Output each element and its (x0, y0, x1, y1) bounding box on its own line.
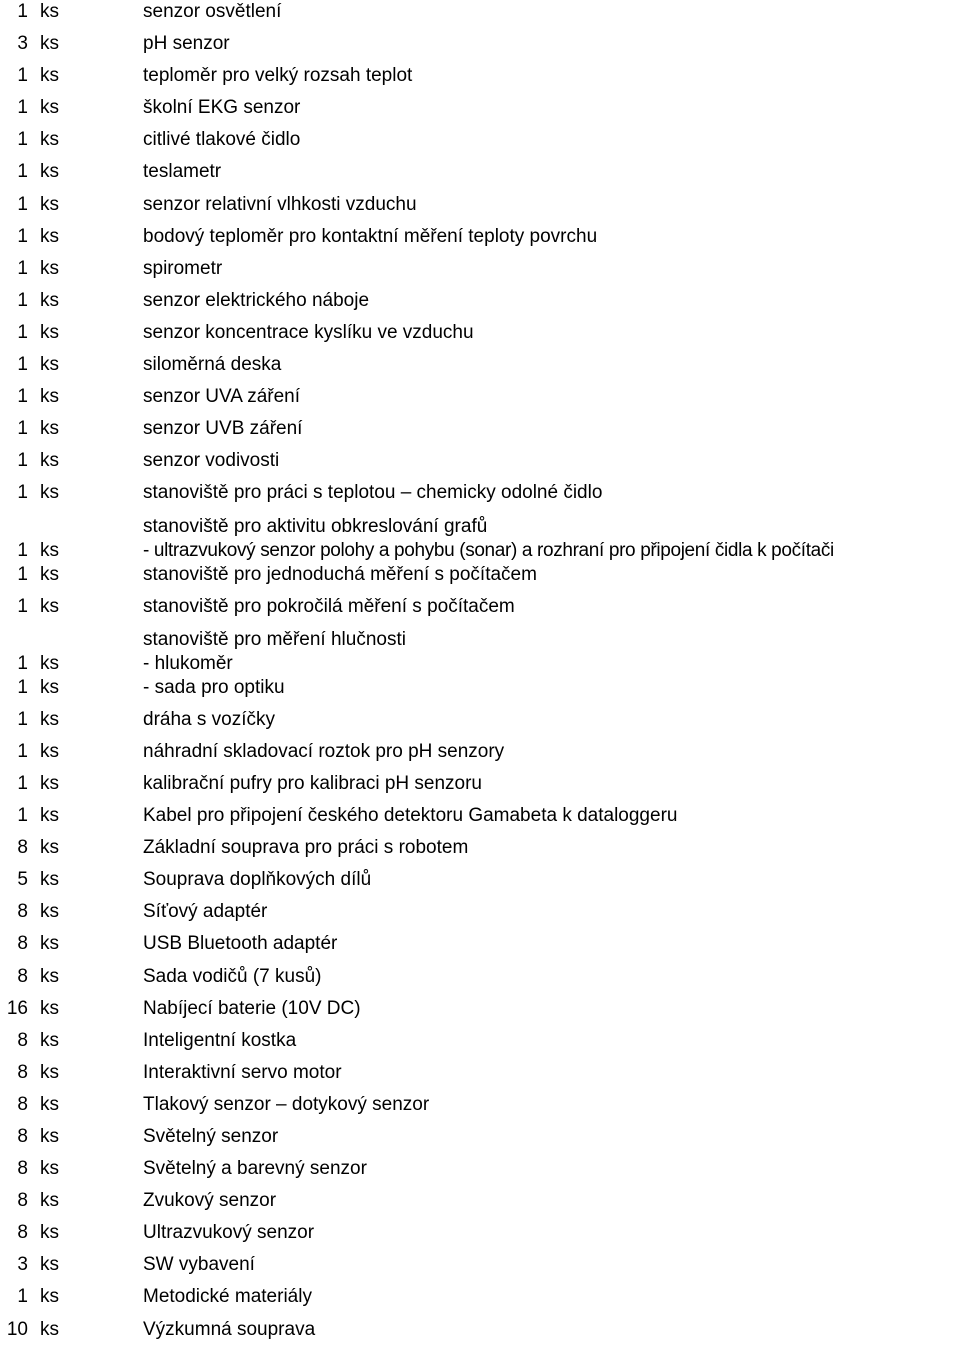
item-unit: ks (40, 1222, 59, 1244)
item-quantity: 8 (17, 1126, 28, 1147)
item-description: spirometr (143, 257, 223, 279)
item-quantity: 8 (17, 965, 28, 987)
list-item (0, 900, 960, 932)
list-item (0, 997, 960, 1029)
item-description: Metodické materiály (143, 1286, 312, 1308)
item-quantity: 8 (17, 1029, 28, 1051)
item-unit: ks (40, 1286, 59, 1308)
item-unit: ks (40, 257, 59, 279)
item-quantity: 1 (17, 563, 28, 585)
item-description: teploměr pro velký rozsah teplot (143, 65, 413, 87)
item-description: stanoviště pro pokročilá měření s počítačem (143, 595, 515, 617)
item-description: Zvukový senzor (143, 1190, 277, 1212)
item-unit: ks (40, 1, 59, 22)
item-unit: ks (40, 289, 59, 311)
item-quantity: 8 (17, 1222, 28, 1244)
list-item (0, 1221, 960, 1253)
list-item (0, 96, 960, 128)
item-unit: ks (40, 595, 59, 617)
list-item (0, 257, 960, 289)
item-description: citlivé tlakové čidlo (143, 129, 301, 151)
item-quantity: 1 (17, 354, 28, 376)
item-unit: ks (40, 161, 59, 183)
list-item (0, 481, 960, 513)
list-item (0, 836, 960, 868)
item-quantity: 3 (17, 33, 28, 55)
item-quantity: 5 (17, 869, 28, 891)
item-description: stanoviště pro aktivitu obkreslování grafů (143, 515, 488, 537)
list-item (0, 321, 960, 353)
item-unit: ks (40, 225, 59, 247)
list-item (0, 64, 960, 96)
list-item (0, 1125, 960, 1157)
item-unit: ks (40, 1126, 59, 1147)
item-quantity: 10 (6, 1318, 28, 1340)
item-unit: ks (40, 772, 59, 794)
list-item (0, 514, 960, 563)
item-unit: ks (40, 652, 59, 674)
list-item (0, 1093, 960, 1125)
item-quantity: 1 (17, 97, 28, 119)
item-description: Ultrazvukový senzor (143, 1222, 315, 1244)
item-description: stanoviště pro práci s teplotou – chemicky odolné čidlo (143, 482, 603, 504)
list-item (0, 449, 960, 481)
item-quantity: 3 (17, 1254, 28, 1276)
list-item (0, 563, 960, 595)
item-quantity: 1 (17, 595, 28, 617)
item-description: senzor UVA záření (143, 386, 301, 408)
item-quantity: 1 (17, 708, 28, 730)
item-unit: ks (40, 740, 59, 762)
item-quantity: 1 (17, 1, 28, 22)
list-item (0, 804, 960, 836)
item-unit: ks (40, 1190, 59, 1212)
list-item (0, 385, 960, 417)
list-item (0, 32, 960, 64)
item-unit: ks (40, 965, 59, 987)
item-quantity: 8 (17, 901, 28, 923)
item-quantity: 8 (17, 1190, 28, 1212)
list-item (0, 193, 960, 225)
item-description: Sada vodičů (7 kusů) (143, 965, 322, 987)
item-quantity: 8 (17, 1093, 28, 1115)
item-description: - ultrazvukový senzor polohy a pohybu (sonar) a rozhraní pro připojení čidla k počítači (143, 539, 834, 561)
item-quantity: 1 (17, 1286, 28, 1308)
item-description: stanoviště pro měření hlučnosti (143, 628, 406, 650)
list-item (0, 353, 960, 385)
item-unit: ks (40, 1254, 59, 1276)
list-item (0, 932, 960, 964)
item-description: teslametr (143, 161, 222, 183)
item-quantity: 1 (17, 450, 28, 472)
item-unit: ks (40, 482, 59, 504)
item-description: Interaktivní servo motor (143, 1061, 342, 1083)
item-unit: ks (40, 1093, 59, 1115)
list-item (0, 708, 960, 740)
item-unit: ks (40, 65, 59, 87)
item-unit: ks (40, 869, 59, 891)
item-description: Inteligentní kostka (143, 1029, 297, 1051)
item-unit: ks (40, 933, 59, 955)
item-description: náhradní skladovací roztok pro pH senzory (143, 740, 505, 762)
list-item (0, 627, 960, 676)
item-description: kalibrační pufry pro kalibraci pH senzoru (143, 772, 482, 794)
item-quantity: 8 (17, 1061, 28, 1083)
item-description: senzor elektrického náboje (143, 289, 370, 311)
item-description: Výzkumná souprava (143, 1318, 316, 1340)
list-item (0, 1285, 960, 1317)
item-description: SW vybavení (143, 1254, 255, 1276)
item-description: Světelný senzor (143, 1126, 279, 1147)
item-description: stanoviště pro jednoduchá měření s počítačem (143, 563, 537, 585)
item-description: Tlakový senzor – dotykový senzor (143, 1093, 430, 1115)
item-quantity: 1 (17, 289, 28, 311)
item-quantity: 1 (17, 676, 28, 698)
item-quantity: 1 (17, 418, 28, 440)
item-unit: ks (40, 321, 59, 343)
item-quantity: 1 (17, 129, 28, 151)
list-item (0, 225, 960, 257)
item-description: dráha s vozíčky (143, 708, 275, 730)
item-quantity: 1 (17, 740, 28, 762)
list-item (0, 1189, 960, 1221)
list-item (0, 0, 960, 32)
item-quantity: 1 (17, 321, 28, 343)
item-description: Síťový adaptér (143, 901, 268, 923)
list-item (0, 1253, 960, 1285)
item-quantity: 1 (17, 772, 28, 794)
list-item (0, 595, 960, 627)
list-item (0, 868, 960, 900)
item-description: Nabíjecí baterie (10V DC) (143, 997, 361, 1019)
item-description: Kabel pro připojení českého detektoru Gamabeta k dataloggeru (143, 805, 678, 827)
item-unit: ks (40, 354, 59, 376)
item-unit: ks (40, 386, 59, 408)
item-quantity: 1 (17, 225, 28, 247)
item-unit: ks (40, 1029, 59, 1051)
item-unit: ks (40, 97, 59, 119)
item-quantity: 1 (17, 161, 28, 183)
item-description: školní EKG senzor (143, 97, 301, 119)
list-item (0, 1029, 960, 1061)
item-unit: ks (40, 129, 59, 151)
item-description: senzor osvětlení (143, 1, 282, 22)
item-description: pH senzor (143, 33, 230, 55)
list-item (0, 1318, 960, 1350)
item-unit: ks (40, 33, 59, 55)
list-item (0, 289, 960, 321)
list-item (0, 128, 960, 160)
list-item (0, 676, 960, 708)
item-description: siloměrná deska (143, 354, 282, 376)
item-unit: ks (40, 997, 59, 1019)
item-quantity: 1 (17, 386, 28, 408)
item-description: Souprava doplňkových dílů (143, 869, 372, 891)
item-unit: ks (40, 539, 59, 561)
item-unit: ks (40, 450, 59, 472)
item-quantity: 1 (17, 257, 28, 279)
list-item (0, 772, 960, 804)
list-item (0, 160, 960, 192)
item-unit: ks (40, 1318, 59, 1340)
item-quantity: 8 (17, 933, 28, 955)
list-item (0, 417, 960, 449)
item-description: senzor relativní vlhkosti vzduchu (143, 193, 417, 215)
item-description: USB Bluetooth adaptér (143, 933, 338, 955)
item-description: - hlukoměr (143, 652, 233, 674)
item-unit: ks (40, 901, 59, 923)
item-quantity: 1 (17, 65, 28, 87)
item-description: Základní souprava pro práci s robotem (143, 837, 469, 859)
item-quantity: 8 (17, 1158, 28, 1180)
list-item (0, 740, 960, 772)
item-unit: ks (40, 676, 59, 698)
list-item (0, 965, 960, 997)
item-quantity: 1 (17, 805, 28, 827)
item-description: - sada pro optiku (143, 676, 285, 698)
item-quantity: 1 (17, 539, 28, 561)
item-unit: ks (40, 805, 59, 827)
item-quantity: 8 (17, 837, 28, 859)
item-description: Světelný a barevný senzor (143, 1158, 367, 1180)
item-quantity: 1 (17, 652, 28, 674)
item-description: senzor vodivosti (143, 450, 280, 472)
item-unit: ks (40, 563, 59, 585)
item-description: bodový teploměr pro kontaktní měření teploty povrchu (143, 225, 598, 247)
item-quantity: 1 (17, 193, 28, 215)
item-unit: ks (40, 708, 59, 730)
item-quantity: 1 (17, 482, 28, 504)
item-unit: ks (40, 837, 59, 859)
item-unit: ks (40, 193, 59, 215)
item-quantity: 16 (6, 997, 28, 1019)
item-unit: ks (40, 1061, 59, 1083)
item-description: senzor koncentrace kyslíku ve vzduchu (143, 321, 474, 343)
item-description: senzor UVB záření (143, 418, 303, 440)
item-unit: ks (40, 1158, 59, 1180)
list-item (0, 1061, 960, 1093)
list-item (0, 1157, 960, 1189)
item-unit: ks (40, 418, 59, 440)
